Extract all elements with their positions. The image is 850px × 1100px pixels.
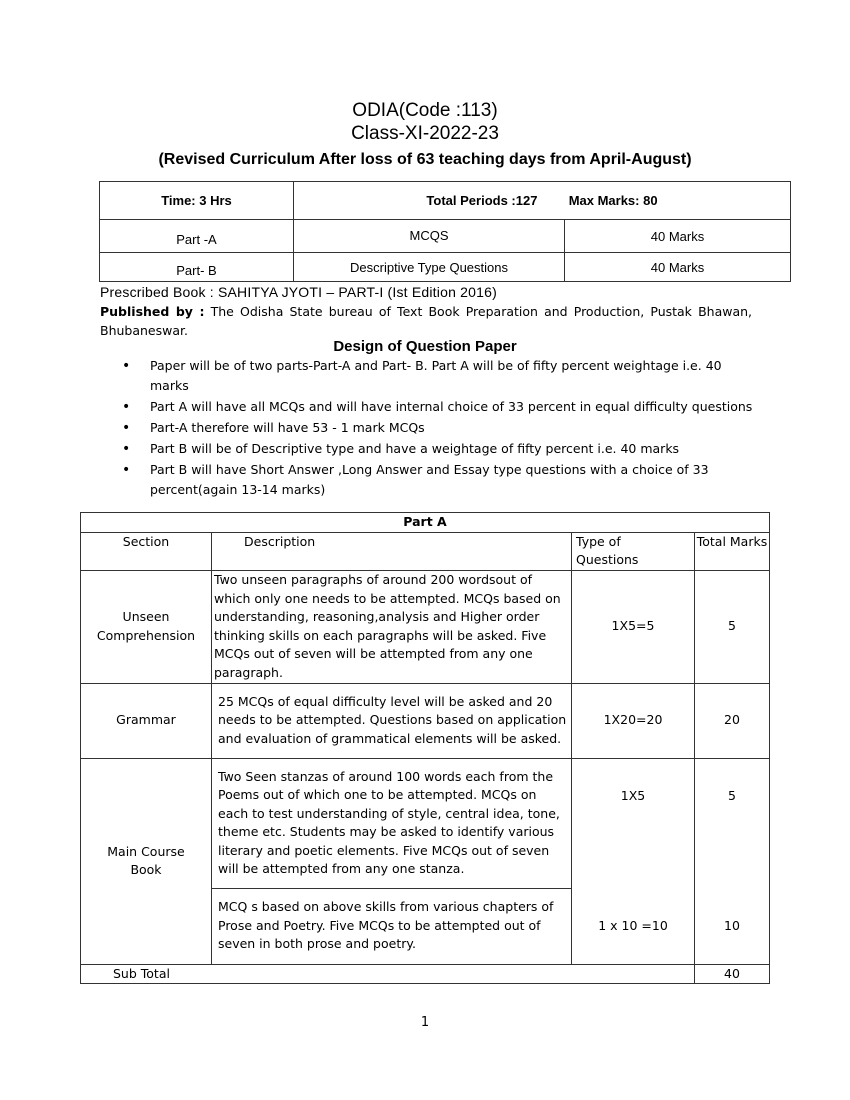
bullet-icon: • [122,420,131,436]
publisher-info [100,302,752,340]
page-number: 1 [420,1015,430,1030]
bullet-text: Part B will be of Descriptive type and have a weightage of fifty percent i.e. 40 marks [150,441,680,456]
type-cell [572,758,695,964]
revised-curriculum-title: (Revised Curriculum After loss of 63 teaching days from April-August) [158,151,692,168]
time-cell: Time: 3 Hrs [100,182,294,220]
bullet-text: Part A will have all MCQs and will have internal choice of 33 percent in equal difficulty questions [150,399,753,414]
max-marks: Max Marks: 80 [568,193,658,208]
part-cell: Part -A [100,220,294,253]
type-value: 1 x 10 =10 [598,917,668,933]
section-cell: Main Course Book [81,758,212,964]
bullet-text: Part B will have Short Answer ,Long Answer and Essay type questions with a choice of 33 percent(again 13-14 marks) [150,462,709,497]
subject-title: ODIA(Code :113) [352,100,498,121]
description-cell: Two unseen paragraphs of around 200 wordsout of which only one needs to be attempted. MCQs based on understanding, reasoning,analysis and Higher order thinking skills on each paragraphs will be asked. Five MCQs out of seven will be attempted from any one paragraph. [212,570,572,683]
table-row [100,253,791,282]
type-cell: 1X5=5 [572,570,695,683]
column-header: Section [81,532,212,570]
bullet-icon: • [122,399,131,415]
description-cell: MCQ s based on above skills from various chapters of Prose and Poetry. Five MCQs to be attempted out of seven in both prose and poetry. [212,888,572,964]
type-cell: Descriptive Type Questions [294,253,565,282]
type-cell: 1X20=20 [572,683,695,758]
marks-value: 10 [724,917,740,933]
marks-value: 5 [728,787,736,803]
section-cell: Unseen Comprehension [81,570,212,683]
published-text: The Odisha State bureau of Text Book Preparation and Production, Pustak Bhawan, Bhubaneswar. [100,304,753,338]
subtotal-label: Sub Total [81,964,695,984]
section-cell: Grammar [81,683,212,758]
bullet-icon: • [122,358,131,374]
list-item [120,418,760,438]
list-item [120,356,760,396]
column-header: Type of Questions [572,532,695,570]
marks-cell [695,758,770,964]
total-periods: Total Periods :127 [426,193,538,208]
marks-cell: 20 [695,683,770,758]
description-cell: 25 MCQs of equal difficulty level will be asked and 20 needs to be attempted. Questions based on application and evaluation of grammatical elements will be asked. [212,683,572,758]
type-value: 1X5 [620,787,646,803]
bullet-icon: • [122,462,131,478]
list-item [120,439,760,459]
marks-cell: 5 [695,570,770,683]
marks-cell: 40 Marks [565,220,791,253]
bullet-icon: • [122,441,131,457]
list-item [120,397,760,417]
table-row [100,220,791,253]
marks-cell: 40 Marks [565,253,791,282]
class-title: Class-XI-2022-23 [351,123,499,144]
column-header: Total Marks [695,532,770,570]
column-header: Description [212,532,572,570]
type-cell: MCQS [294,220,565,253]
prescribed-book: Prescribed Book : SAHITYA JYOTI – PART-I (Ist Edition 2016) [100,284,497,300]
part-a-title: Part A [81,513,770,533]
summary-table [99,181,791,282]
design-heading: Design of Question Paper [333,338,517,355]
description-cell: Two Seen stanzas of around 100 words each from the Poems out of which one to be attempted. MCQs on each to test understanding of style, central idea, tone, theme etc. Students may be asked to identify various literary and poetic elements. Five MCQs out of seven will be attempted from any one stanza. [212,758,572,888]
table-row [81,683,770,758]
part-cell: Part- B [100,253,294,282]
part-a-table [80,512,770,984]
design-bullet-list [120,356,760,501]
table-row [81,570,770,683]
periods-marks-cell [294,182,791,220]
bullet-text: Part-A therefore will have 53 - 1 mark MCQs [150,420,425,435]
bullet-text: Paper will be of two parts-Part-A and Part- B. Part A will be of fifty percent weightage i.e. 40 marks [150,358,722,393]
list-item [120,460,760,500]
published-label: Published by : [100,304,205,319]
subtotal-value: 40 [695,964,770,984]
table-header-row [81,532,770,570]
subtotal-row [81,964,770,984]
table-row [81,758,770,888]
